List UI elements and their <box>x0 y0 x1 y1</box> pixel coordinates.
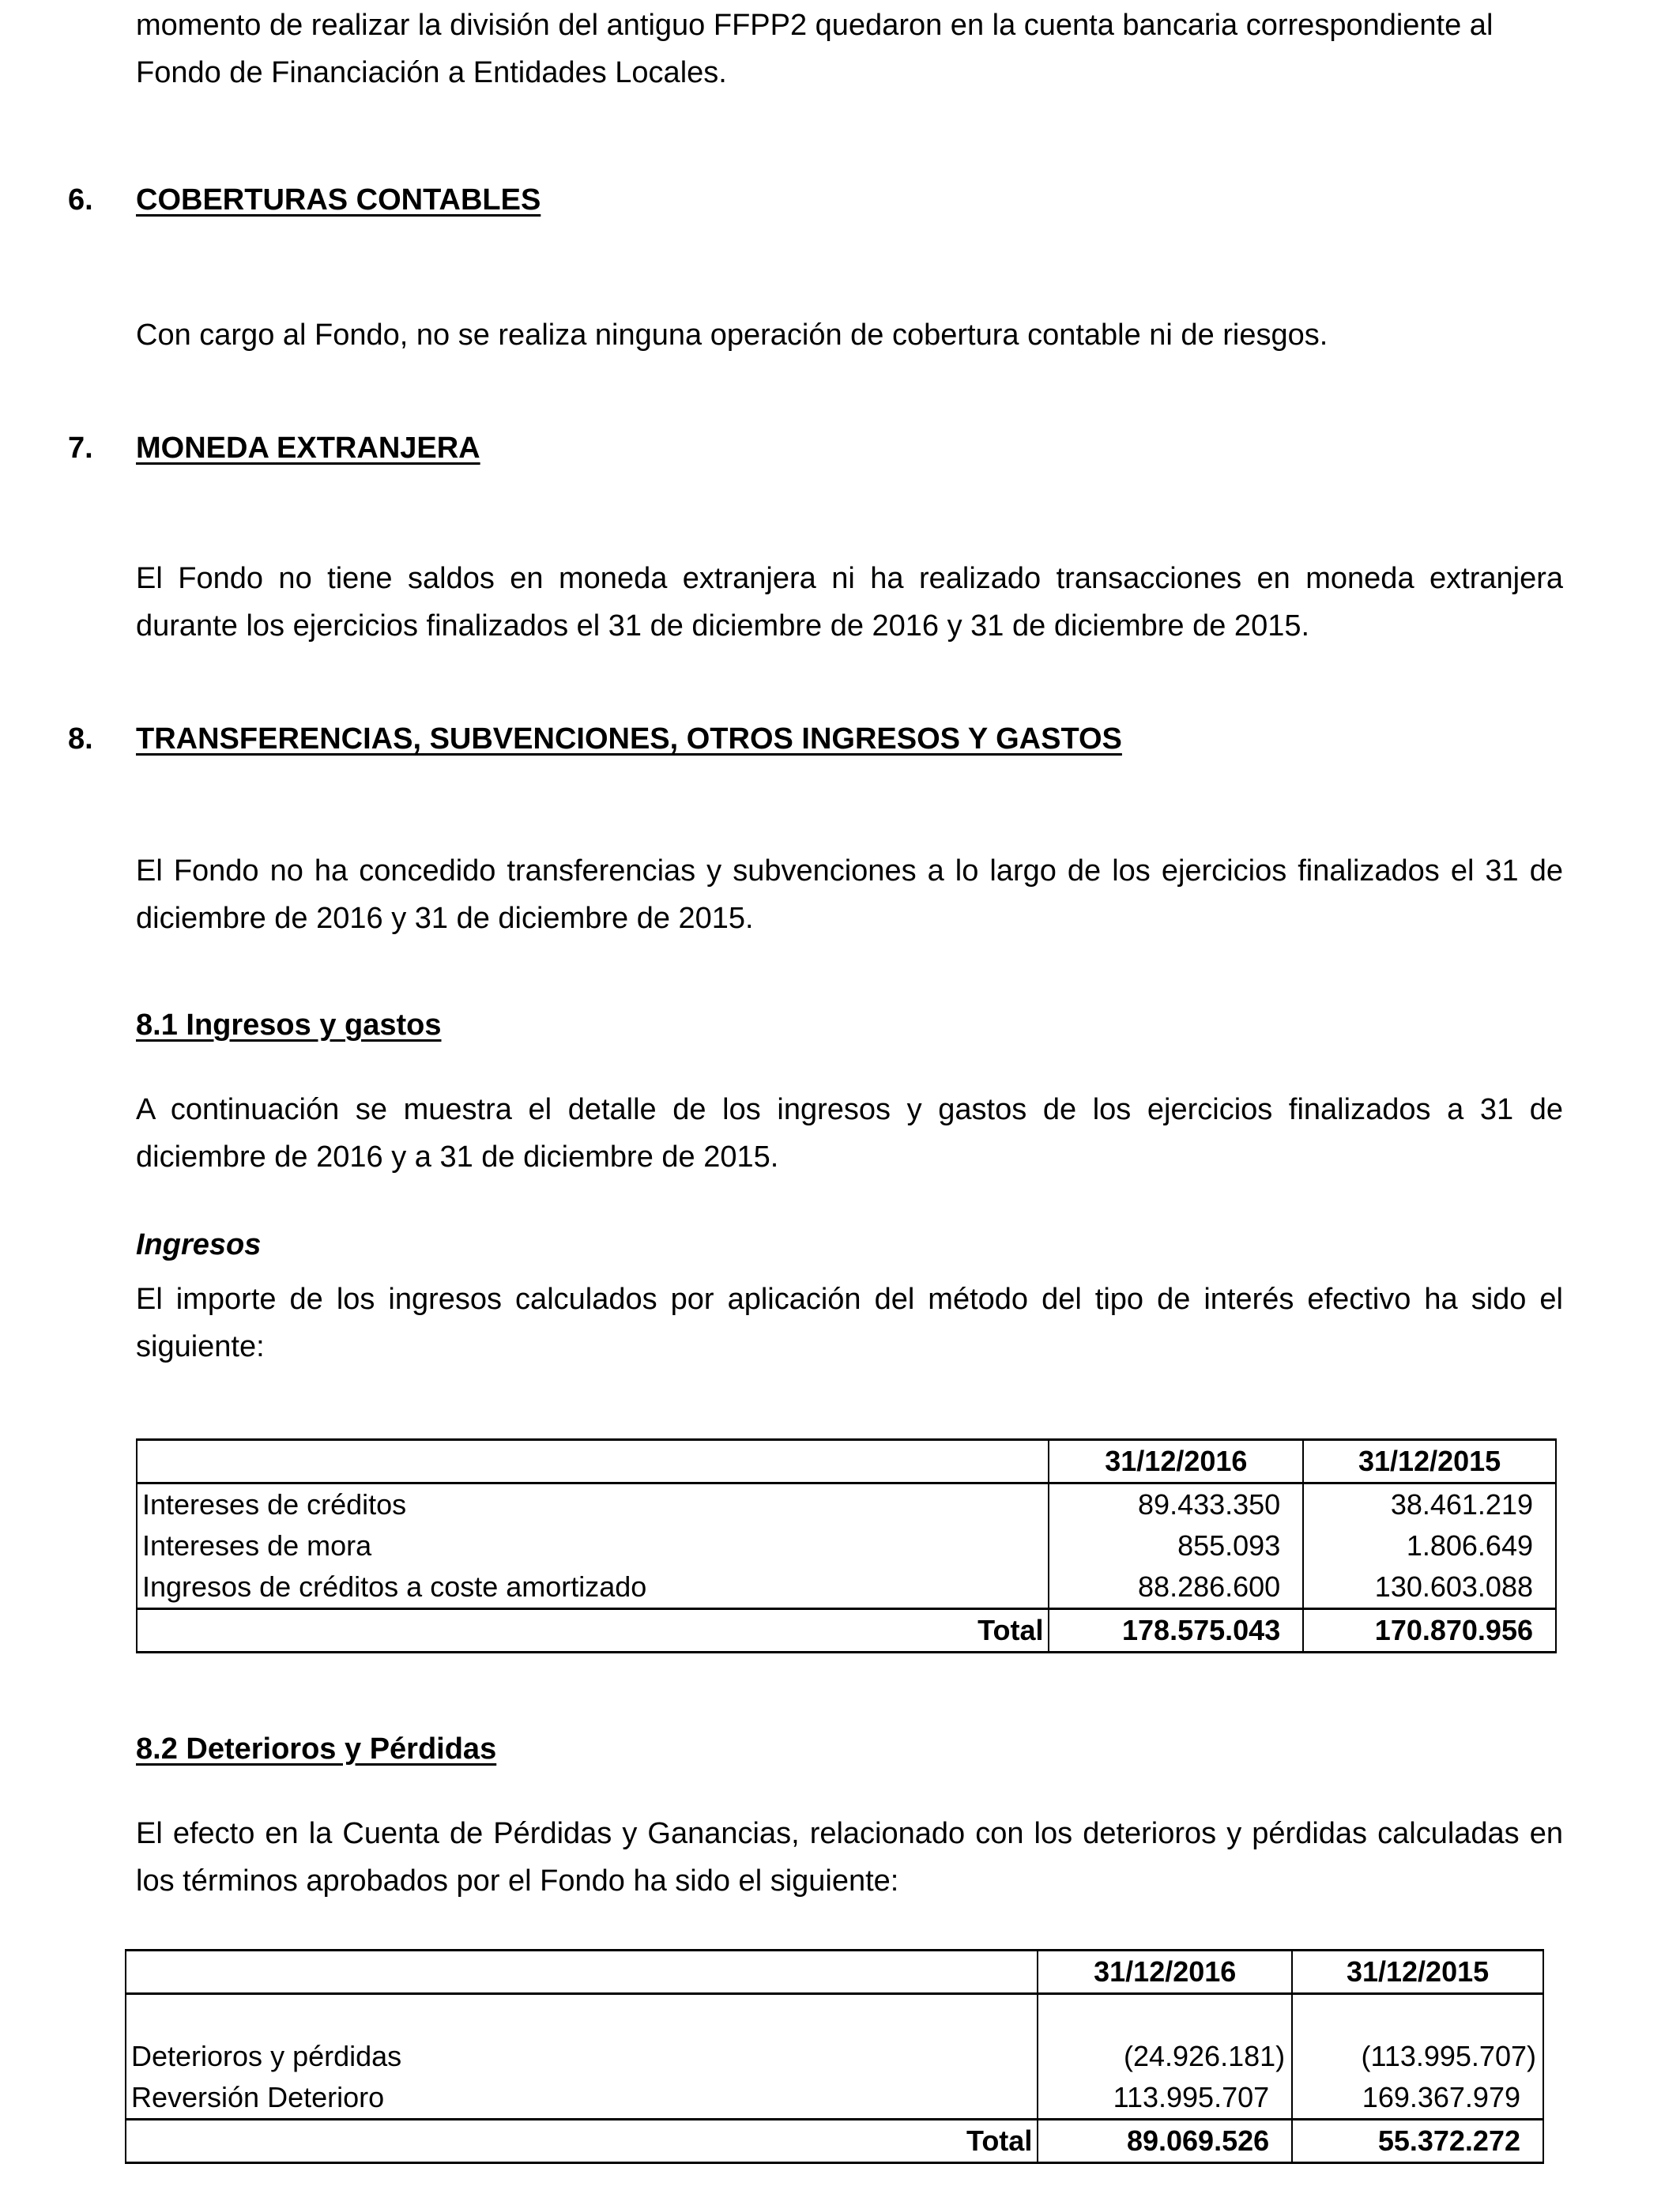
ingresos-title: Ingresos <box>136 1228 262 1261</box>
row-label: Intereses de créditos <box>137 1483 1049 1526</box>
section-7-title: MONEDA EXTRANJERA <box>136 432 480 465</box>
row-label: Reversión Deterioro <box>126 2077 1038 2120</box>
intro-paragraph <box>136 2 1563 96</box>
header-2015: 31/12/2015 <box>1292 1951 1543 1994</box>
row-value-2016: 88.286.600 <box>1049 1566 1303 1609</box>
header-blank-cell <box>137 1440 1049 1483</box>
row-value-2015: 1.806.649 <box>1303 1525 1556 1566</box>
subsection-8-1-text: A continuación se muestra el detalle de los ingresos y gastos de los ejercicios finalizados a 31 de diciembre de 2016 y a 31 de diciembre de 2015. <box>136 1093 1563 1174</box>
deterioros-table <box>125 1949 1544 2164</box>
ingresos-table <box>136 1438 1557 1653</box>
header-2016: 31/12/2016 <box>1038 1951 1292 1994</box>
header-blank-cell <box>126 1951 1038 1994</box>
row-value-2016: (24.926.181) <box>1038 2036 1292 2077</box>
subsection-8-2-title: 8.2 Deterioros y Pérdidas <box>136 1732 497 1766</box>
section-8-title: TRANSFERENCIAS, SUBVENCIONES, OTROS INGRESOS Y GASTOS <box>136 722 1122 756</box>
section-8-number: 8. <box>68 722 93 756</box>
total-value-2015: 170.870.956 <box>1303 1609 1556 1653</box>
header-2016: 31/12/2016 <box>1049 1440 1303 1483</box>
section-6-title: COBERTURAS CONTABLES <box>136 183 541 217</box>
table-row <box>126 2036 1543 2077</box>
ingresos-text: El importe de los ingresos calculados por aplicación del método del tipo de interés efectivo ha sido el siguiente: <box>136 1283 1563 1363</box>
row-value-2015: (113.995.707) <box>1292 2036 1543 2077</box>
row-value-2016: 89.433.350 <box>1049 1483 1303 1526</box>
header-2015: 31/12/2015 <box>1303 1440 1556 1483</box>
table-row <box>137 1525 1556 1566</box>
total-label: Total <box>137 1609 1049 1653</box>
table-row <box>137 1483 1556 1526</box>
subsection-8-1-title: 8.1 Ingresos y gastos <box>136 1008 442 1042</box>
row-label: Intereses de mora <box>137 1525 1049 1566</box>
row-value-2015: 130.603.088 <box>1303 1566 1556 1609</box>
section-7-text: El Fondo no tiene saldos en moneda extranjera ni ha realizado transacciones en moneda extranjera durante los ejercicios finalizados el 31 de diciembre de 2016 y 31 de diciembre de 2015. <box>136 562 1563 643</box>
row-value-2015: 169.367.979 <box>1292 2077 1543 2120</box>
row-label: Deterioros y pérdidas <box>126 2036 1038 2077</box>
total-label: Total <box>126 2120 1038 2163</box>
row-value-2016: 855.093 <box>1049 1525 1303 1566</box>
subsection-8-2-text: El efecto en la Cuenta de Pérdidas y Ganancias, relacionado con los deterioros y pérdidas calculadas en los términos aprobados por el Fondo ha sido el siguiente: <box>136 1817 1563 1898</box>
section-6-text: Con cargo al Fondo, no se realiza ninguna operación de cobertura contable ni de riesgos. <box>136 319 1328 352</box>
section-6-number: 6. <box>68 183 93 217</box>
row-value-2015: 38.461.219 <box>1303 1483 1556 1526</box>
table-row <box>126 2077 1543 2120</box>
table-header-row <box>137 1440 1556 1483</box>
table-total-row <box>137 1609 1556 1653</box>
section-8-text: El Fondo no ha concedido transferencias y subvenciones a lo largo de los ejercicios finalizados el 31 de diciembre de 2016 y 31 de diciembre de 2015. <box>136 854 1563 935</box>
intro-line-1: momento de realizar la división del antiguo FFPP2 quedaron en la cuenta bancaria correspondiente al <box>136 9 1494 42</box>
total-value-2016: 89.069.526 <box>1038 2120 1292 2163</box>
total-value-2015: 55.372.272 <box>1292 2120 1543 2163</box>
intro-line-2: Fondo de Financiación a Entidades Locales. <box>136 56 727 89</box>
table-row <box>137 1566 1556 1609</box>
section-7-number: 7. <box>68 432 93 465</box>
table-spacer-row <box>126 1994 1543 2037</box>
table-total-row <box>126 2120 1543 2163</box>
row-value-2016: 113.995.707 <box>1038 2077 1292 2120</box>
total-value-2016: 178.575.043 <box>1049 1609 1303 1653</box>
table-header-row <box>126 1951 1543 1994</box>
row-label: Ingresos de créditos a coste amortizado <box>137 1566 1049 1609</box>
